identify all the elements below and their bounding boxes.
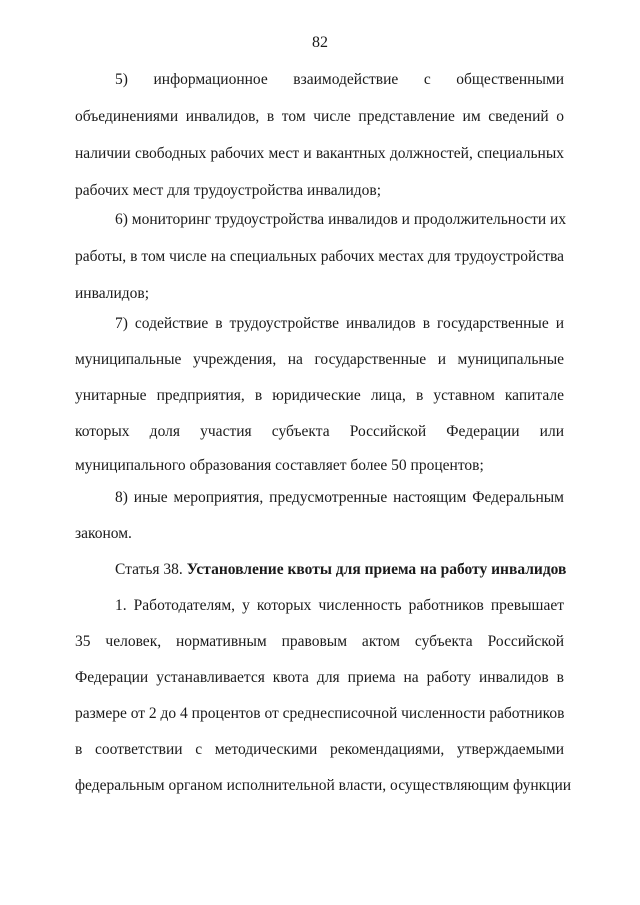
item-6-line-1: 6) мониторинг трудоустройства инвалидов и продолжительности их — [115, 211, 567, 228]
article-prefix: Статья 38. — [115, 561, 183, 578]
item-5-line-4: рабочих мест для трудоустройства инвалидов; — [75, 182, 382, 199]
item-5-line-1: 5) информационное взаимодействие с общественными — [115, 71, 564, 88]
item-8-line-1: 8) иные мероприятия, предусмотренные настоящим Федеральным — [115, 489, 564, 506]
article-line-4: размере от 2 до 4 процентов от среднесписочной численности работников — [75, 705, 565, 722]
article-heading — [115, 560, 567, 580]
item-5-line-2: объединениями инвалидов, в том числе представление им сведений о — [75, 108, 564, 125]
item-7-line-3: унитарные предприятия, в юридические лица, в уставном капитале — [75, 387, 564, 404]
article-line-2: 35 человек, нормативным правовым актом субъекта Российской — [75, 633, 564, 650]
item-8-line-2: законом. — [75, 525, 132, 542]
item-6-line-2: работы, в том числе на специальных рабочих местах для трудоустройства — [75, 248, 564, 265]
item-7-line-4: которых доля участия субъекта Российской Федерации или — [75, 423, 564, 440]
article-title: Установление квоты для приема на работу инвалидов — [186, 561, 567, 578]
item-7-line-2: муниципальные учреждения, на государственные и муниципальные — [75, 351, 564, 368]
item-7-line-1: 7) содействие в трудоустройстве инвалидов в государственные и — [115, 315, 564, 332]
article-line-1: 1. Работодателям, у которых численность работников превышает — [115, 597, 564, 614]
item-5-line-3: наличии свободных рабочих мест и вакантных должностей, специальных — [75, 145, 564, 162]
item-6-line-3: инвалидов; — [75, 285, 150, 302]
article-line-6: федеральным органом исполнительной власти, осуществляющим функции — [75, 777, 572, 794]
article-line-5: в соответствии с методическими рекомендациями, утверждаемыми — [75, 741, 564, 758]
item-7-line-5: муниципального образования составляет более 50 процентов; — [75, 457, 484, 474]
page-number: 82 — [312, 34, 328, 51]
article-line-3: Федерации устанавливается квота для приема на работу инвалидов в — [75, 669, 564, 686]
